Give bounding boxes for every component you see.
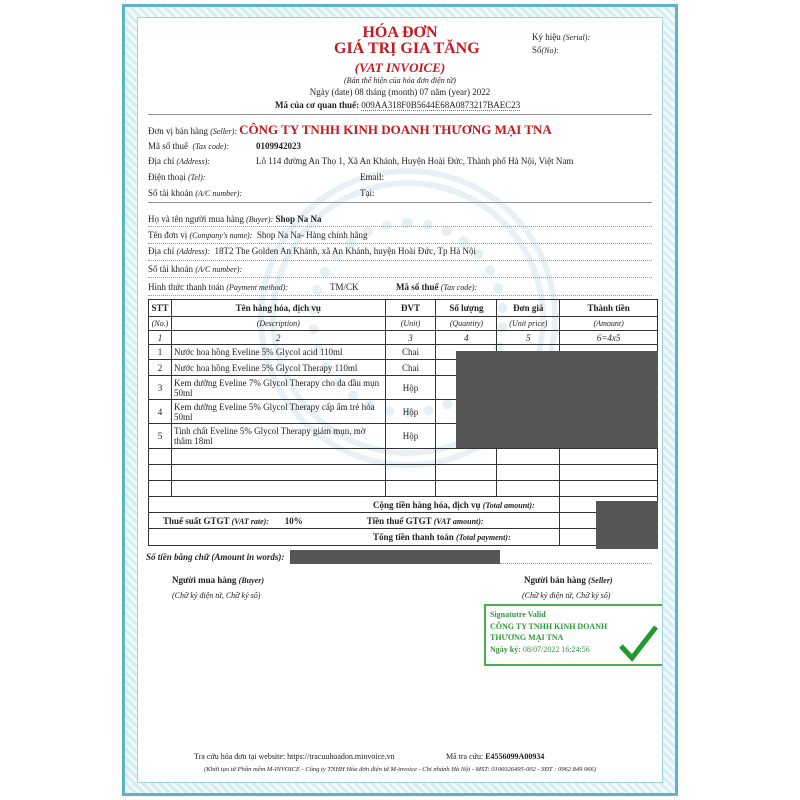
col-index: 5	[497, 331, 560, 345]
company-label: Tên đơn vị	[148, 230, 188, 240]
table-cell	[436, 465, 497, 481]
table-cell	[497, 465, 560, 481]
seller-email-label: Email:	[360, 172, 384, 182]
header-amount-en: (Amount)	[560, 317, 658, 331]
seller-account-label-en: (A/C number):	[195, 189, 243, 198]
table-cell	[385, 449, 436, 465]
dotted-line	[148, 226, 652, 227]
table-row	[149, 497, 658, 513]
table-cell	[436, 481, 497, 497]
seller-tax-label: Mã số thuế	[148, 141, 188, 151]
table-cell: Kem dưỡng Eveline 7% Glycol Therapy cho da dầu mụn 50ml	[171, 376, 385, 400]
table-cell: Tinh chất Eveline 5% Glycol Therapy giảm mụn, mờ thâm 18ml	[171, 424, 385, 449]
company-label-en: (Company's name):	[189, 231, 253, 240]
buyer-signature-note: (Chữ ký điện tử, Chữ ký số)	[172, 591, 261, 600]
title: HÓA ĐƠN	[362, 24, 438, 41]
col-index: 2	[171, 331, 385, 345]
table-cell: 2	[149, 360, 172, 376]
table-cell: Hộp	[385, 376, 436, 400]
lookup-website: Tra cứu hóa đơn tại website: https://tracuuhoadon.minvoice.vn	[194, 752, 395, 761]
payment-method: TM/CK	[330, 282, 359, 292]
divider	[148, 114, 652, 115]
invoice-frame	[122, 4, 678, 796]
table-cell: 4	[149, 400, 172, 424]
table-cell	[560, 481, 658, 497]
seller-bank-label: Tại:	[360, 188, 375, 198]
vat-amount-label: Tiền thuế GTGT	[366, 515, 432, 526]
table-cell	[149, 449, 172, 465]
dotted-line	[148, 260, 652, 261]
table-cell	[436, 449, 497, 465]
number-label-en: (No):	[541, 46, 559, 55]
col-index: 3	[385, 331, 436, 345]
header-quantity: Số lượng	[436, 300, 497, 317]
table-cell	[560, 449, 658, 465]
header-description: Tên hàng hóa, dịch vụ	[171, 300, 385, 317]
table-cell: Chai	[385, 360, 436, 376]
subtitle: (Bản thể hiện của hóa đơn điện tử)	[344, 76, 456, 85]
empty-row	[149, 465, 658, 481]
table-row	[149, 317, 658, 331]
table-cell: 1	[149, 345, 172, 360]
table-cell: 5	[149, 424, 172, 449]
header-unit: ĐVT	[385, 300, 436, 317]
redacted-prices	[456, 351, 658, 448]
sign-date: 08/07/2022 16:24:56	[522, 645, 590, 654]
buyer-name: Shop Na Na	[275, 214, 322, 224]
col-index: 1	[149, 331, 172, 345]
buyer-label-en: (Buyer):	[246, 215, 274, 224]
header-description-en: (Description)	[171, 317, 385, 331]
header-unit-price: Đơn giá	[497, 300, 560, 317]
buyer-address: 18T2 The Golden An Khánh, xã An Khánh, huyện Hoài Đức, Tp Hà Nội	[214, 246, 476, 256]
table-cell	[497, 481, 560, 497]
table-cell: Hộp	[385, 424, 436, 449]
dotted-line	[148, 243, 652, 244]
sign-date-label: Ngày ký:	[490, 645, 521, 654]
buyer-tax-label: Mã số thuế	[396, 282, 439, 292]
buyer-address-label-en: (Address):	[176, 247, 210, 256]
header-no-en: (No.)	[149, 317, 172, 331]
table-cell: Kem dưỡng Eveline 5% Glycol Therapy cấp ẩm trẻ hóa 50ml	[171, 400, 385, 424]
header-quantity-en: (Quantity)	[436, 317, 497, 331]
title-en: (VAT INVOICE)	[354, 60, 446, 75]
payment-method-label: Hình thức thanh toán	[148, 282, 225, 292]
seller-signature-note: (Chữ ký điện tử, Chữ ký số)	[522, 591, 611, 600]
table-cell	[171, 465, 385, 481]
seller-label: Đơn vị bán hàng	[148, 126, 208, 136]
table-cell	[171, 449, 385, 465]
signature-company: CÔNG TY TNHH KINH DOANH THƯƠNG MẠI TNA	[490, 622, 608, 642]
col-index: 6=4x5	[560, 331, 658, 345]
table-cell: Nước hoa hồng Eveline 5% Glycol Therapy 110ml	[171, 360, 385, 376]
table-cell	[560, 465, 658, 481]
header-amount: Thành tiền	[560, 300, 658, 317]
total-payment-label-en: (Total payment):	[456, 533, 511, 542]
buyer-signature-label-en: (Buyer)	[238, 576, 264, 585]
buyer-account-label: Số tài khoản	[148, 264, 193, 274]
serial-label-en: (Serial):	[563, 33, 591, 42]
table-cell	[149, 497, 560, 513]
buyer-company: Shop Na Na- Hàng chính hãng	[256, 230, 368, 240]
table-cell: Hộp	[385, 400, 436, 424]
number-label: Số	[532, 45, 542, 55]
table-cell	[149, 481, 172, 497]
empty-row	[149, 481, 658, 497]
seller-account-label: Số tài khoản	[148, 188, 193, 198]
table-cell: 3	[149, 376, 172, 400]
seller-signature-label-en: (Seller)	[588, 576, 613, 585]
seller-tax-code: 0109942023	[256, 141, 301, 151]
seller-tel-label-en: (Tel):	[188, 173, 206, 182]
table-cell: Chai	[385, 345, 436, 360]
buyer-label: Họ và tên người mua hàng	[148, 214, 244, 224]
total-amount-label-en: (Total amount):	[482, 500, 535, 510]
vat-amount-label-en: (VAT amount):	[433, 516, 484, 526]
header-unit-en: (Unit)	[385, 317, 436, 331]
dotted-line	[500, 563, 652, 564]
table-cell	[149, 513, 560, 529]
seller-name: CÔNG TY TNHH KINH DOANH THƯƠNG MẠI TNA	[239, 122, 552, 137]
seller-tel-label: Điện thoại	[148, 172, 186, 182]
seller-signature-label: Người bán hàng	[524, 575, 586, 585]
table-cell	[171, 481, 385, 497]
title-vat: GIÁ TRỊ GIA TĂNG	[334, 40, 480, 57]
col-index: 4	[436, 331, 497, 345]
table-cell	[385, 465, 436, 481]
invoice-date: Ngày (date) 08 tháng (month) 07 năm (year) 2022	[309, 87, 491, 97]
tax-authority-code: 009AA318F0B5644E68A0873217BAEC23	[361, 100, 521, 110]
vat-rate: 10%	[284, 515, 303, 526]
serial-label: Ký hiệu	[532, 32, 561, 42]
payment-method-label-en: (Payment method):	[226, 283, 288, 292]
table-row	[149, 513, 658, 529]
divider	[148, 202, 652, 203]
buyer-tax-label-en: (Tax code):	[440, 283, 478, 292]
header-unit-price-en: (Unit price)	[497, 317, 560, 331]
table-cell	[149, 465, 172, 481]
buyer-signature-label: Người mua hàng	[172, 575, 237, 585]
empty-row	[149, 449, 658, 465]
seller-address-label: Địa chỉ	[148, 156, 175, 166]
redacted-totals	[596, 501, 658, 549]
buyer-account-label-en: (A/C number):	[195, 265, 243, 274]
lookup-code: E4556099A00934	[485, 752, 545, 761]
tax-authority-label: Mã của cơ quan thuế:	[275, 100, 359, 110]
software-note: (Khởi tạo từ Phần mềm M-INVOICE - Công ty TNHH Hóa đơn điện tử M-invoice - Chi nhánh Hà Nội - MST: 0106026495-002 - SĐT : 0962 849 066)	[204, 766, 596, 773]
seller-address: Lô 114 đường An Thọ 1, Xã An Khánh, Huyện Hoài Đức, Thành phố Hà Nội, Việt Nam	[256, 156, 574, 166]
seller-address-label-en: (Address):	[176, 157, 210, 166]
seller-label-en: (Seller):	[210, 127, 237, 136]
table-cell: Nước hoa hồng Eveline 5% Glycol acid 110ml	[171, 345, 385, 360]
table-cell	[385, 481, 436, 497]
signature-valid-label: Signatutre Valid	[490, 610, 546, 619]
table-row	[149, 300, 658, 317]
signature-valid-box	[484, 604, 663, 666]
lookup-code-label: Mã tra cứu:	[446, 752, 484, 761]
amount-in-words-label: Số tiền bằng chữ (Amount in words):	[146, 552, 285, 562]
seller-tax-label-en: (Tax code):	[192, 142, 229, 151]
header-no: STT	[149, 300, 172, 317]
vat-rate-label-en: (VAT rate):	[231, 516, 270, 526]
total-amount-label: Cộng tiền hàng hóa, dịch vụ	[373, 499, 481, 510]
total-payment-label: Tổng tiền thanh toán	[373, 532, 454, 542]
redacted-amount-in-words	[290, 550, 500, 564]
table-row	[149, 529, 658, 546]
table-row	[149, 331, 658, 345]
table-cell	[497, 449, 560, 465]
invoice-page	[137, 17, 663, 783]
table-cell	[149, 529, 560, 546]
buyer-address-label: Địa chỉ	[148, 246, 175, 256]
vat-rate-label: Thuế suất GTGT	[163, 515, 230, 526]
dotted-line	[148, 277, 652, 278]
dotted-line	[148, 295, 652, 296]
checkmark-icon	[618, 624, 658, 662]
